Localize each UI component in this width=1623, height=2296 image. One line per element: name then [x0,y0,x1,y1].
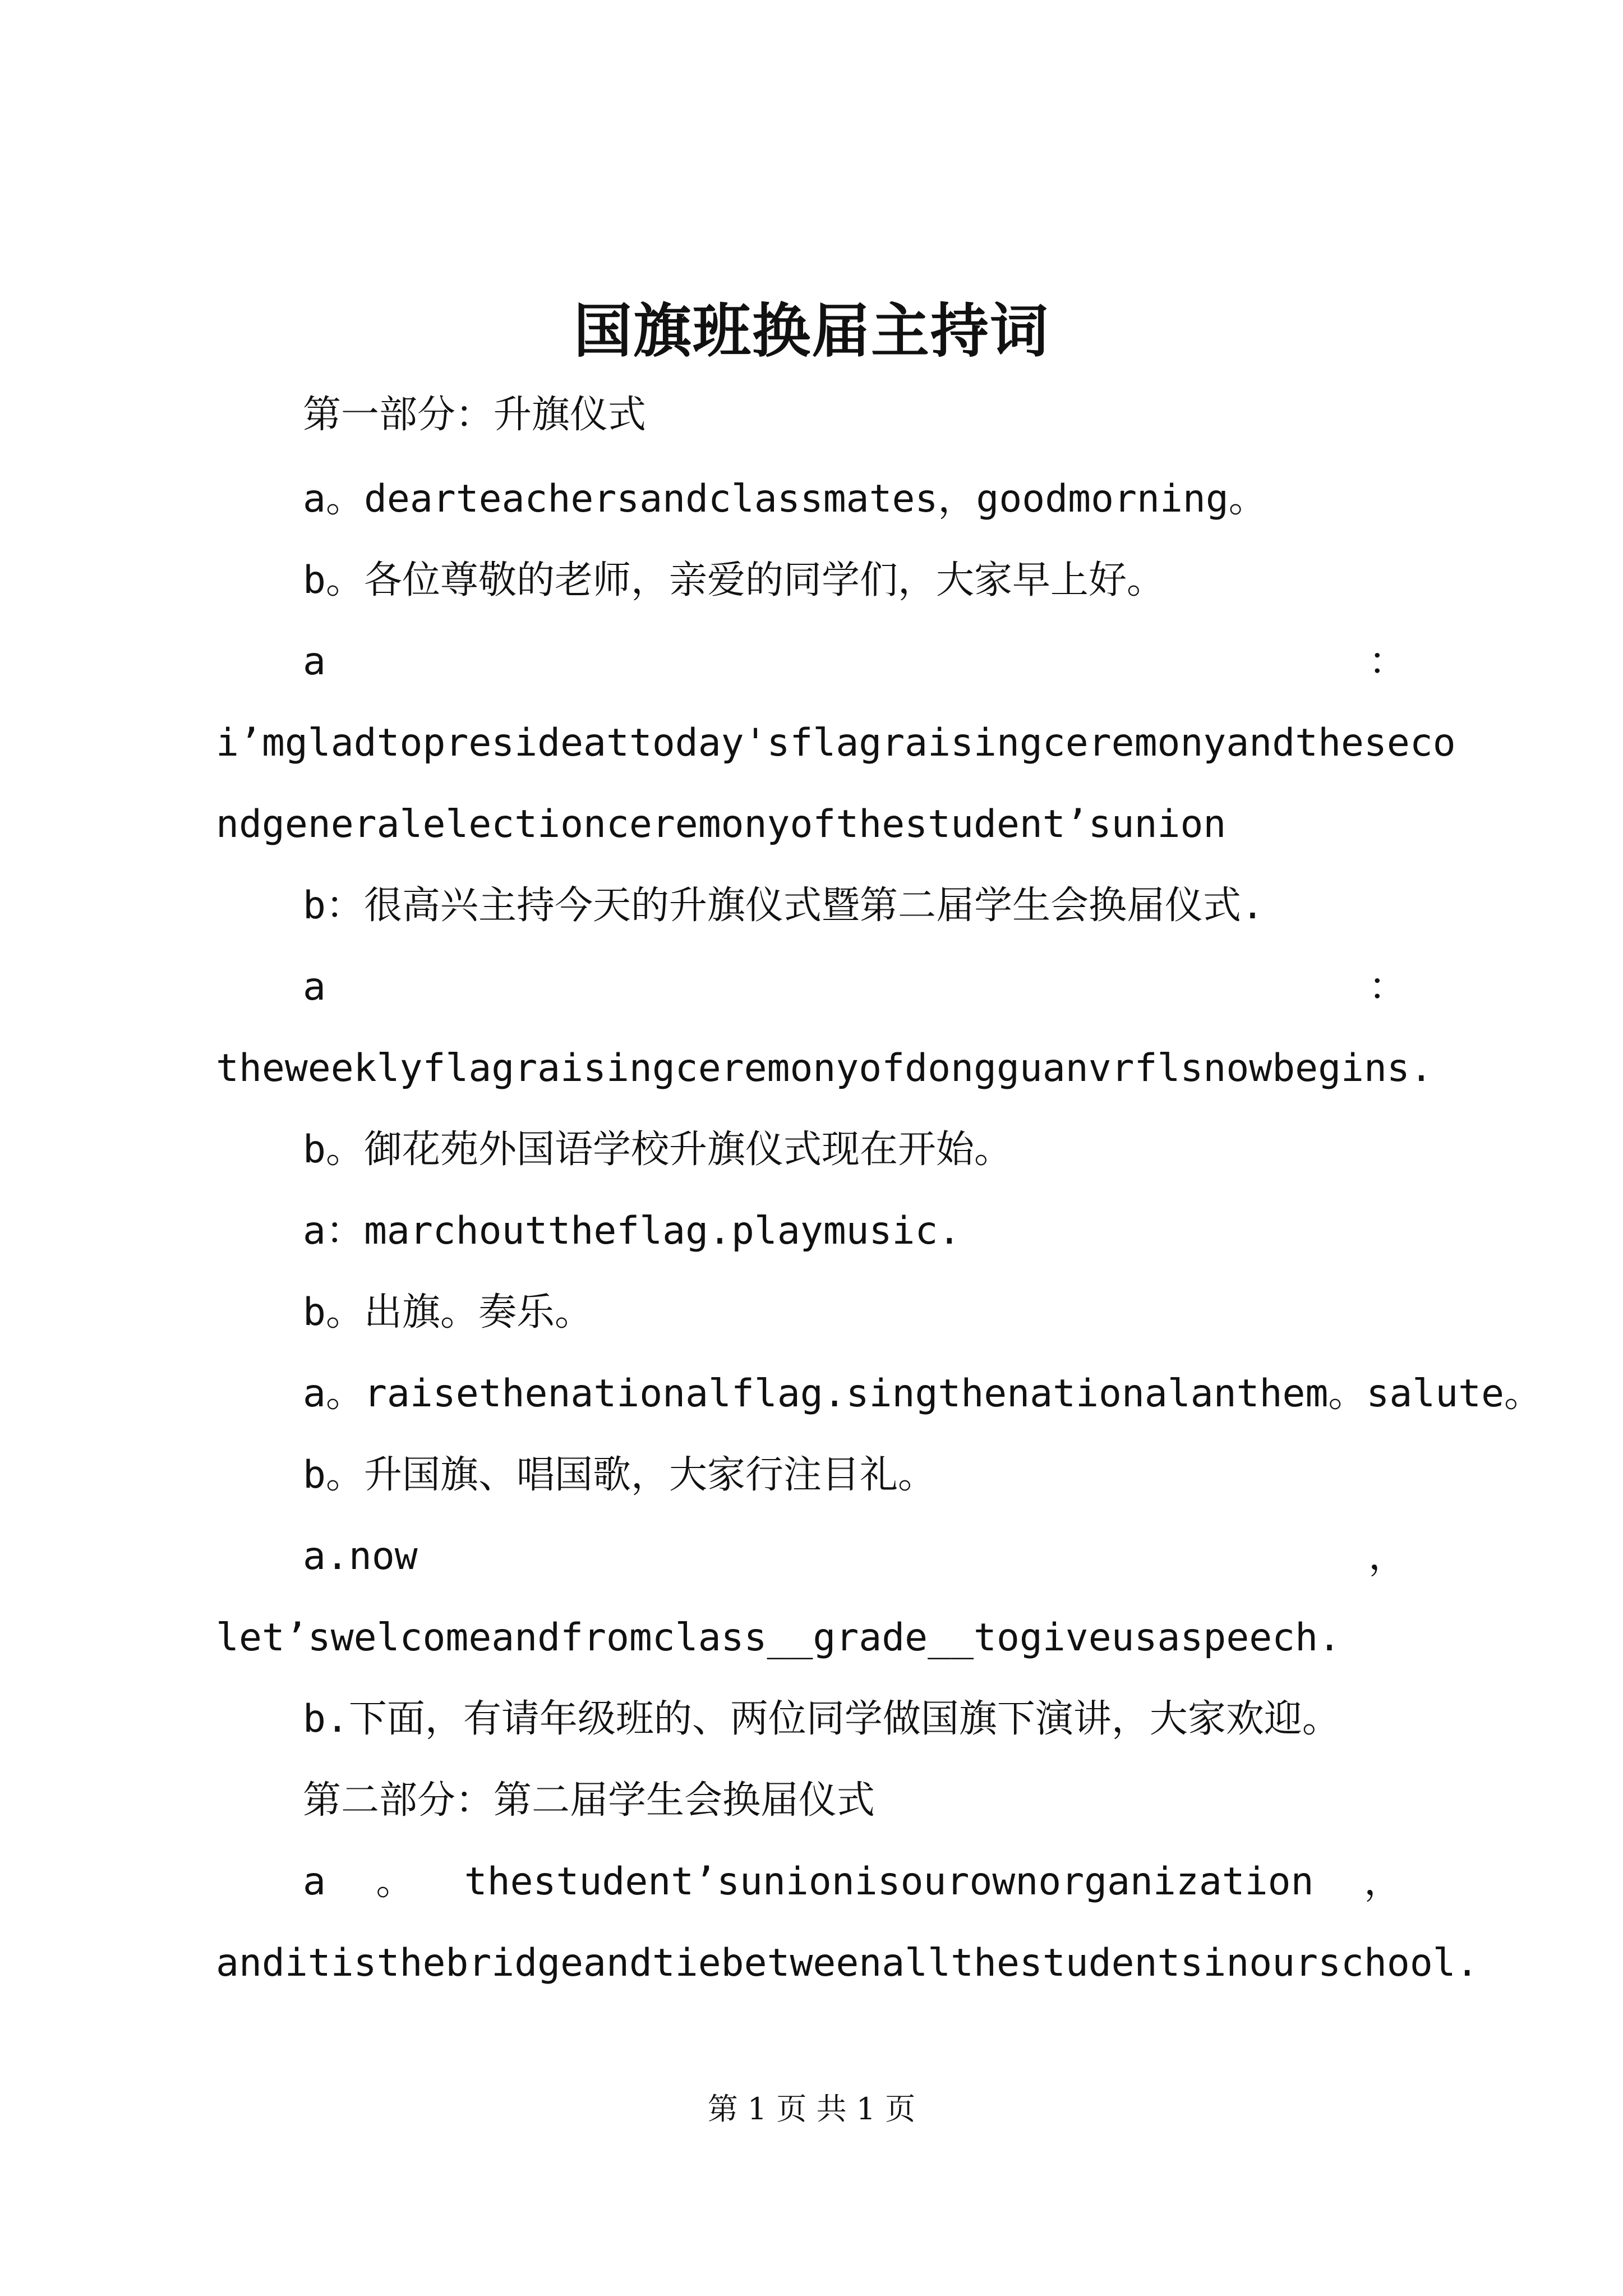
text-line: a [303,965,326,1009]
text-line: b.下面，有请年级班的、两位同学做国旗下演讲，大家欢迎。 [303,1697,1340,1741]
page-number-footer: 第 1 页 共 1 页 [707,2091,916,2127]
text-fragment: ， [1363,1860,1402,1904]
text-line: a.now [303,1534,418,1579]
justified-text-line [303,1854,1402,1910]
document-title: 国旗班换届主持词 [573,296,1049,365]
text-fragment: 。 [376,1860,414,1904]
text-fragment: a [303,1860,326,1904]
text-line: i’mgladtopresideattoday'sflagraisingceremonyandtheseco [216,721,1456,765]
text-line: b。各位尊敬的老师，亲爱的同学们，大家早上好。 [303,558,1165,602]
text-line: b。升国旗、唱国歌，大家行注目礼。 [303,1453,936,1497]
text-line: ndgeneralelectionceremonyofthestudent’sunion [216,802,1227,846]
text-punctuation: ： [1368,965,1407,1009]
section-heading-1: 第一部分：升旗仪式 [303,393,647,437]
text-line: a [303,639,326,684]
text-line: b。御花苑外国语学校升旗仪式现在开始。 [303,1128,1012,1172]
text-punctuation: ， [1368,1534,1407,1579]
text-line: b。出旗。奏乐。 [303,1290,593,1335]
text-fragment: thestudent’sunionisourownorganization [464,1860,1314,1904]
text-line: let’swelcomeandfromclass__grade__togiveusaspeech. [216,1616,1341,1660]
text-punctuation: ： [1368,639,1407,684]
section-heading-2: 第二部分：第二届学生会换届仪式 [303,1778,875,1823]
text-line: a。raisethenationalflag.singthenationalanthem。salute。 [303,1372,1543,1416]
text-line: a：marchouttheflag.playmusic. [303,1209,961,1253]
text-line: a。dearteachersandclassmates，goodmorning。 [303,477,1267,521]
text-line: theweeklyflagraisingceremonyofdongguanvrflsnowbegins. [216,1046,1433,1091]
text-line: b：很高兴主持今天的升旗仪式暨第二届学生会换届仪式. [303,884,1264,928]
text-line: anditisthebridgeandtiebetweenallthestudentsinourschool. [216,1941,1479,1985]
